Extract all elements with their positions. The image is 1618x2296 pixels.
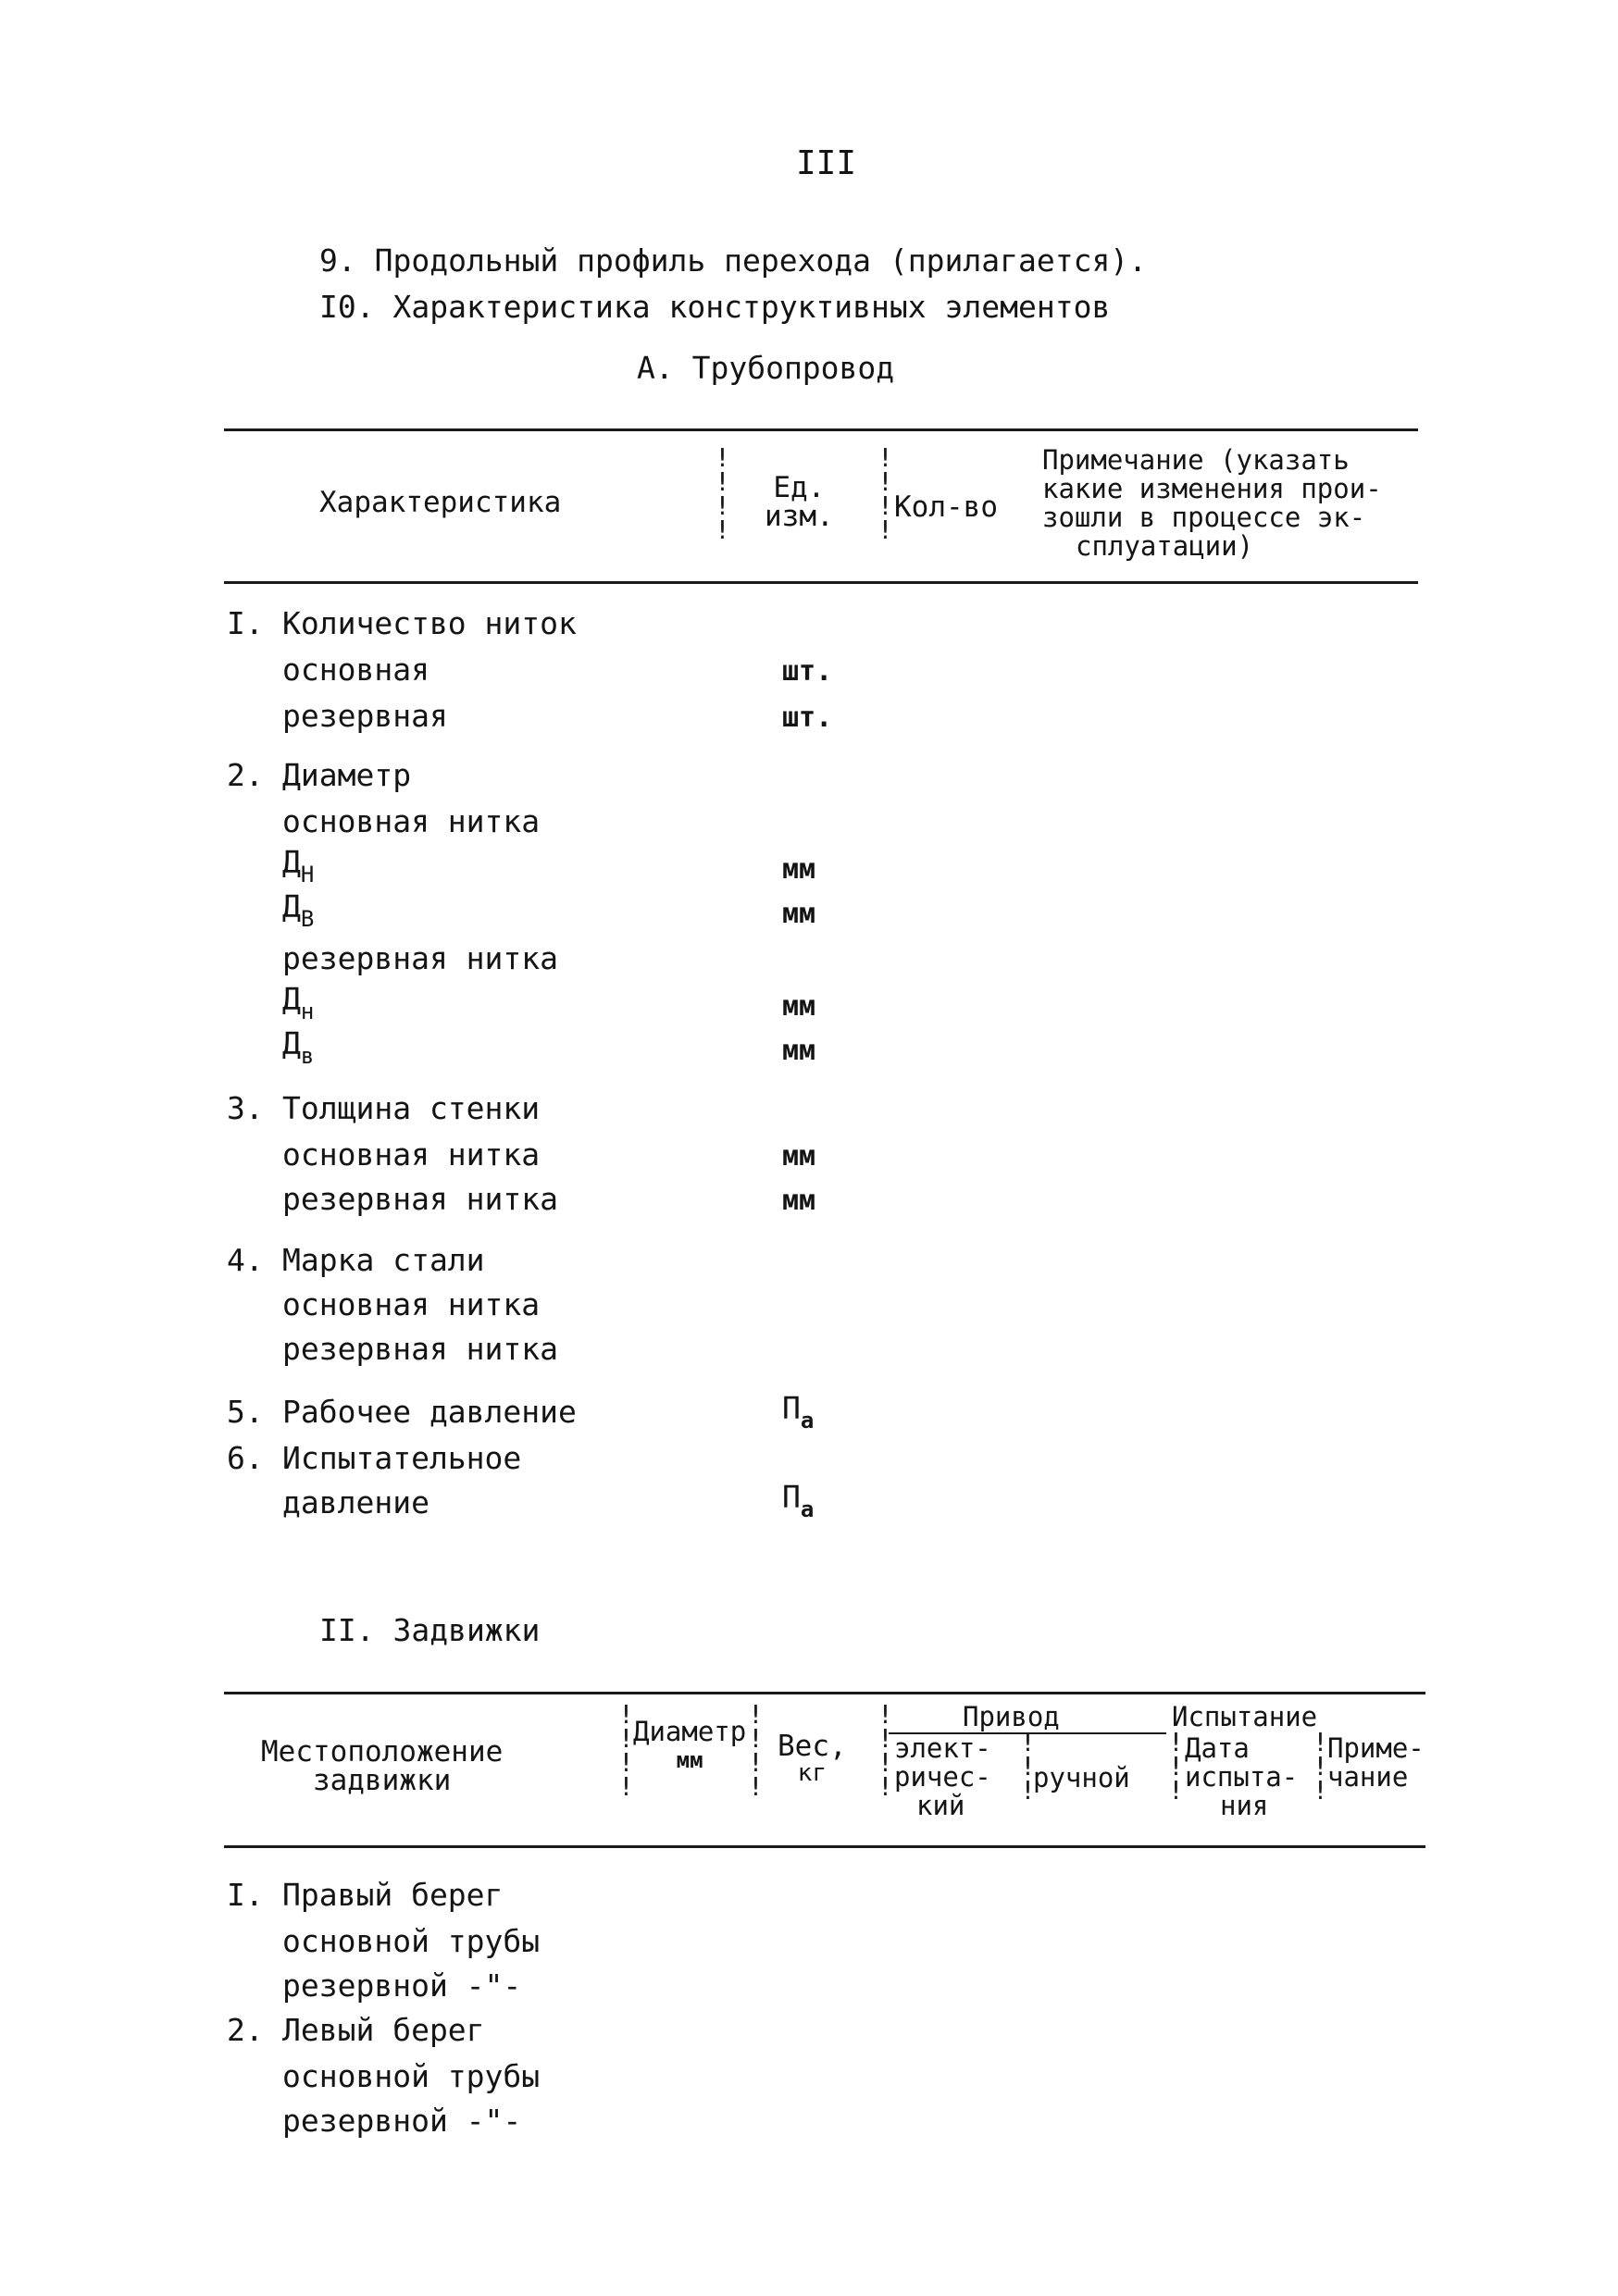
row-number: 5.: [227, 1394, 264, 1430]
item-10: I0. Характеристика конструктивных элементов: [319, 289, 1111, 325]
col-qty: Кол-во: [894, 490, 998, 524]
row-label: $Д_в$: [282, 1025, 315, 1069]
row-label: Количество ниток: [282, 605, 577, 641]
header-top-rule: [224, 1692, 1425, 1694]
row-label: $Д_Н$: [282, 844, 315, 887]
row-label: резервной -"-: [282, 2103, 522, 2139]
row-number: 2.: [227, 2012, 264, 2048]
row-unit: $П_а$: [782, 1479, 815, 1522]
col-drive: Привод: [963, 1701, 1060, 1732]
row-label: резервная нитка: [282, 940, 559, 976]
col-electric: элект- ричес- кий: [894, 1732, 991, 1821]
row-label: основной трубы: [282, 2058, 541, 2094]
col-divider: ! ! ! !: [715, 442, 730, 545]
row-label: резервная нитка: [282, 1181, 559, 1217]
row-label: основная нитка: [282, 1286, 541, 1322]
col-location: Местоположение задвижки: [261, 1735, 504, 1797]
row-label: Толщина стенки: [282, 1090, 541, 1126]
row-label: Марка стали: [282, 1242, 485, 1278]
row-label: Правый берег: [282, 1877, 504, 1913]
row-label: резервная: [282, 698, 448, 734]
row-unit: мм: [782, 1185, 816, 1217]
col-diameter: Диаметр мм: [633, 1716, 747, 1773]
row-number: 2.: [227, 757, 264, 793]
col-divider: ! ! ! !: [877, 442, 893, 545]
row-unit: $П_а$: [782, 1390, 815, 1433]
row-label: Левый берег: [282, 2012, 485, 2048]
row-label: основная: [282, 652, 429, 688]
col-divider: ! ! ! !: [748, 1699, 764, 1802]
col-divider: ! ! !: [1020, 1727, 1036, 1806]
row-unit: мм: [782, 990, 816, 1023]
row-label: Диаметр: [282, 757, 412, 793]
page-number: III: [796, 144, 857, 182]
row-label: основная нитка: [282, 1136, 541, 1173]
row-unit: шт.: [782, 701, 833, 734]
col-note: Примечание (указать какие изменения прои- зошли в процессе эк- сплуатации): [1042, 444, 1382, 562]
row-label: основная нитка: [282, 803, 541, 839]
row-number: I.: [227, 1877, 264, 1913]
row-label: Испытательное: [282, 1440, 522, 1476]
header-top-rule: [224, 428, 1418, 431]
row-unit: мм: [782, 853, 816, 886]
row-label: $Д_В$: [282, 888, 315, 932]
row-label: резервной -"-: [282, 1967, 522, 2004]
row-label: $Д_н$: [282, 981, 315, 1024]
row-unit: мм: [782, 898, 816, 930]
col-divider: ! ! ! !: [618, 1699, 634, 1802]
row-unit: мм: [782, 1035, 816, 1067]
col-divider: ! ! !: [1313, 1727, 1328, 1806]
col-manual: ручной: [1033, 1762, 1130, 1793]
col-divider: ! ! ! !: [877, 1699, 893, 1802]
col-characteristic: Характеристика: [319, 486, 562, 519]
row-unit: шт.: [782, 655, 833, 688]
row-label: Рабочее давление: [282, 1394, 577, 1430]
row-number: I.: [227, 605, 264, 641]
row-number: 6.: [227, 1440, 264, 1476]
col-weight: Вес, кг: [778, 1730, 847, 1787]
col-unit: Ед. изм.: [765, 471, 834, 533]
row-number: 3.: [227, 1090, 264, 1126]
col-note: Приме- чание: [1327, 1732, 1425, 1793]
col-test-date: Дата испыта- ния: [1185, 1732, 1299, 1821]
header-bottom-rule: [224, 1845, 1425, 1848]
section-a-title: А. Трубопровод: [637, 350, 895, 386]
header-bottom-rule: [224, 581, 1418, 584]
row-number: 4.: [227, 1242, 264, 1278]
section-b-title: II. Задвижки: [319, 1612, 541, 1648]
row-label: резервная нитка: [282, 1331, 559, 1367]
row-label: давление: [282, 1484, 429, 1520]
col-divider: ! ! !: [1168, 1727, 1184, 1806]
item-9: 9. Продольный профиль перехода (прилагается).: [319, 242, 1148, 279]
row-label: основной трубы: [282, 1923, 541, 1959]
row-unit: мм: [782, 1140, 816, 1173]
col-tests: Испытание: [1172, 1701, 1318, 1732]
